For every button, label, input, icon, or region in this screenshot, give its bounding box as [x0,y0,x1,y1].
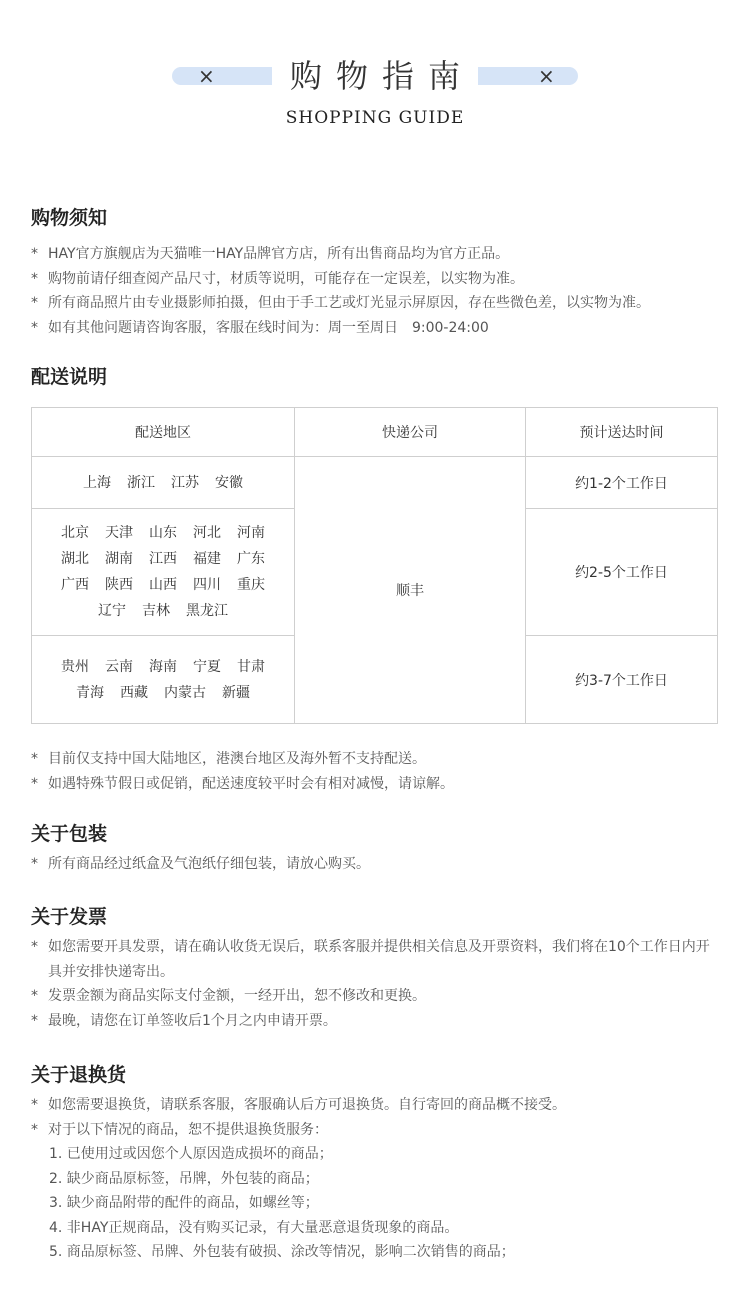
returns-condition: 1. 已使用过或因您个人原因造成损坏的商品； [49,1146,333,1162]
returns-item: * 如您需要退换货，请联系客服，客服确认后方可退换货。自行寄回的商品概不接受。 [31,1097,566,1113]
right-cross-icon: × [538,64,555,88]
invoice-section [31,905,721,1033]
delivery-note: * 如遇特殊节假日或促销，配送速度较平时会有相对减慢，请谅解。 [31,775,454,792]
header-region: 配送地区 [32,408,295,457]
invoice-title: 关于发票 [31,906,108,928]
table-row [32,457,718,509]
invoice-item: * 最晚，请您在订单签收后1个月之内申请开票。 [31,1012,337,1029]
returns-condition: 2. 缺少商品原标签，吊牌，外包装的商品； [49,1170,319,1187]
returns-condition: 4. 非HAY正规商品，没有购买记录，有大量恶意退货现象的商品。 [49,1219,459,1236]
header-time: 预计送达时间 [526,408,718,457]
table-header-row [32,408,718,457]
courier-cell: 顺丰 [295,457,526,724]
left-cross-icon: × [198,64,215,88]
delivery-section [31,365,721,389]
delivery-notes [31,747,721,796]
returns-item: * 对于以下情况的商品，恕不提供退换货服务： [31,1121,328,1138]
time-cell: 约1-2个工作日 [526,457,718,509]
packaging-title: 关于包装 [31,823,108,845]
returns-condition: 3. 缺少商品附带的配件的商品，如螺丝等； [49,1195,319,1211]
time-cell: 约3-7个工作日 [526,636,718,724]
region-cell: 上海 浙江 江苏 安徽 [32,457,295,509]
packaging-section [31,822,721,877]
notice-item: * 如有其他问题请咨询客服，客服在线时间为：周一至周日 9:00-24:00 [31,319,489,336]
returns-condition: 5. 商品原标签、吊牌、外包装有破损、涂改等情况，影响二次销售的商品； [49,1244,515,1260]
returns-section [31,1063,721,1265]
packaging-item: * 所有商品经过纸盒及气泡纸仔细包装，请放心购买。 [31,856,370,872]
delivery-table [31,407,718,724]
invoice-item: * 发票金额为商品实际支付金额，一经开出，恕不修改和更换。 [31,988,426,1004]
time-cell: 约2-5个工作日 [526,509,718,636]
page-header [0,0,750,160]
returns-title: 关于退换货 [31,1064,127,1086]
delivery-title: 配送说明 [31,366,108,388]
header-courier: 快递公司 [295,408,526,457]
invoice-item: * 如您需要开具发票，请在确认收货无误后，联系客服并提供相关信息及开票资料，我们将在10个工作日内开具并安排快递寄出。 [31,939,710,980]
page-subtitle: SHOPPING GUIDE [285,108,465,128]
notice-item: * 购物前请仔细查阅产品尺寸，材质等说明，可能存在一定误差，以实物为准。 [31,270,524,287]
region-cell: 北京 天津 山东 河北 河南 湖北 湖南 江西 福建 广东 广西 陕西 山西 四川 重庆 辽宁 吉林 黑龙江 [32,509,295,636]
region-cell: 贵州 云南 海南 宁夏 甘肃 青海 西藏 内蒙古 新疆 [32,636,295,724]
notice-section [31,206,721,340]
notice-item: * 所有商品照片由专业摄影师拍摄，但由于手工艺或灯光显示屏原因，存在些微色差，以实物为准。 [31,295,650,311]
delivery-note: * 目前仅支持中国大陆地区，港澳台地区及海外暂不支持配送。 [31,751,426,767]
page-title: 购物指南 [0,54,750,98]
notice-item: * HAY官方旗舰店为天猫唯一HAY品牌官方店，所有出售商品均为官方正品。 [31,246,510,262]
notice-title: 购物须知 [31,207,108,229]
